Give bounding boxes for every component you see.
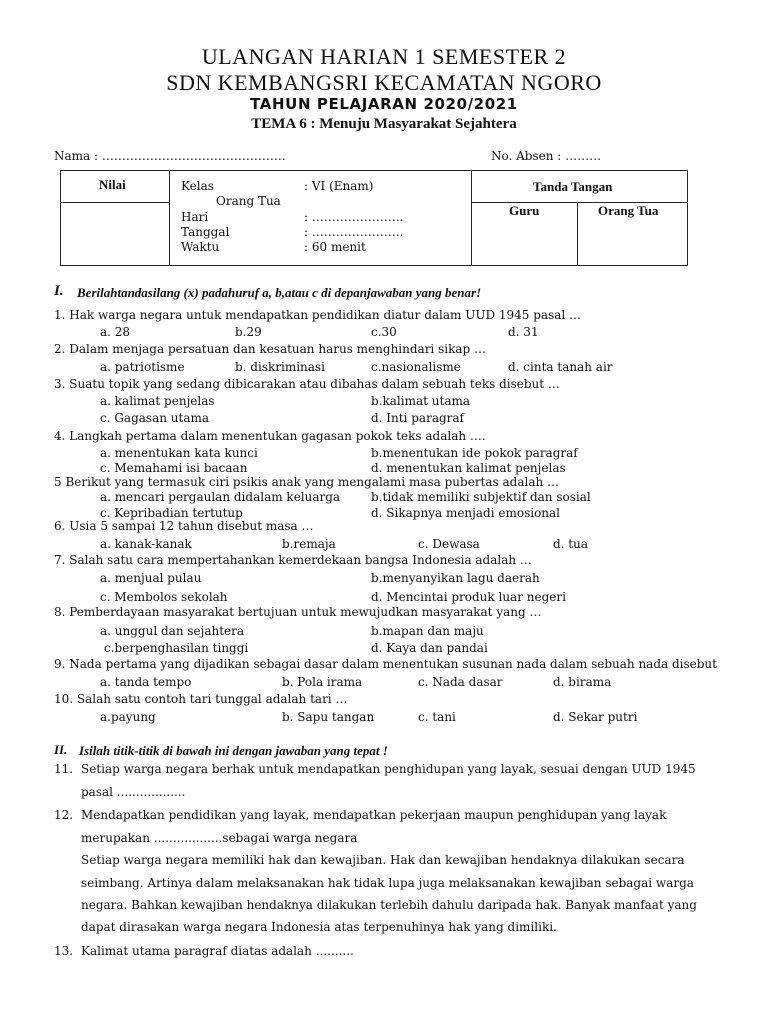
q12-text: Mendapatkan pendidikan yang layak, mendapatkan pekerjaan maupun penghidupan yang layak	[81, 808, 667, 822]
question-9-option-b[interactable]: b. Pola irama	[282, 675, 363, 689]
absen-field[interactable]: No. Absen : ………	[491, 149, 602, 163]
question-8-option-a[interactable]: a. unggul dan sejahtera	[100, 624, 245, 638]
hari-label: Hari	[181, 210, 209, 224]
question-3-option-b[interactable]: b.kalimat utama	[371, 394, 471, 408]
question-9-option-a[interactable]: a. tanda tempo	[100, 675, 192, 689]
tanggal-value[interactable]: : …………………..	[304, 225, 404, 239]
question-1-option-a[interactable]: a. 28	[100, 325, 131, 339]
section1-number: I.	[54, 283, 64, 299]
reading-paragraph-line: negara. Bahkan kewajiban hendaknya dilakukan terlebih dahulu daripada hak. Banyak manfaat yang	[81, 898, 697, 912]
q11-text: Setiap warga negara berhak untuk mendapatkan penghidupan yang layak, sesuai dengan UUD 1945	[81, 762, 696, 776]
question-5-option-d[interactable]: d. Sikapnya menjadi emosional	[371, 506, 561, 520]
question-1-option-c[interactable]: c.30	[371, 325, 397, 339]
nilai-header: Nilai	[99, 177, 126, 192]
question-10-option-c[interactable]: c. tani	[418, 710, 456, 724]
q13-number: 13.	[54, 944, 74, 958]
question-10-option-d[interactable]: d. Sekar putri	[553, 710, 638, 724]
question-2-text: 2. Dalam menjaga persatuan dan kesatuan harus menghindari sikap …	[54, 342, 486, 356]
section2-instruction: Isilah titik-titik di bawah ini dengan jawaban yang tepat !	[79, 743, 388, 758]
q12-number: 12.	[54, 808, 74, 822]
name-field[interactable]: Nama : ……………………………………….	[54, 149, 286, 163]
question-4-option-a[interactable]: a. menentukan kata kunci	[100, 446, 258, 460]
reading-paragraph-line: dapat dirasakan warga negara Indonesia atas terpenuhinya hak yang dimiliki.	[81, 920, 557, 934]
question-3-option-c[interactable]: c. Gagasan utama	[100, 411, 210, 425]
question-3-text: 3. Suatu topik yang sedang dibicarakan atau dibahas dalam sebuah teks disebut …	[54, 377, 560, 391]
question-8-option-b[interactable]: b.mapan dan maju	[371, 624, 484, 638]
question-4-text: 4. Langkah pertama dalam menentukan gagasan pokok teks adalah ….	[54, 429, 486, 443]
orang-tua-header: Orang Tua	[598, 203, 659, 218]
guru-header: Guru	[509, 203, 540, 218]
section2-number: II.	[54, 742, 68, 757]
question-5-option-a[interactable]: a. mencari pergaulan didalam keluarga	[100, 490, 341, 504]
question-2-option-b[interactable]: b. diskriminasi	[235, 360, 325, 374]
question-4-option-b[interactable]: b.menentukan ide pokok paragraf	[371, 446, 578, 460]
question-5-option-b[interactable]: b.tidak memiliki subjektif dan sosial	[371, 490, 591, 504]
question-9-text: 9. Nada pertama yang dijadikan sebagai dasar dalam menentukan susunan nada dalam sebuah nada disebut	[54, 657, 717, 671]
waktu-label: Waktu	[181, 240, 220, 254]
question-6-option-a[interactable]: a. kanak-kanak	[100, 537, 192, 551]
question-4-option-c[interactable]: c. Memahami isi bacaan	[100, 461, 248, 475]
question-8-text: 8. Pemberdayaan masyarakat bertujuan untuk mewujudkan masyarakat yang …	[54, 605, 542, 619]
question-3-option-a[interactable]: a. kalimat penjelas	[100, 394, 215, 408]
q11-blank[interactable]: pasal ..................	[81, 785, 186, 799]
page-title: ULANGAN HARIAN 1 SEMESTER 2	[201, 44, 567, 69]
question-1-text: 1. Hak warga negara untuk mendapatkan pendidikan diatur dalam UUD 1945 pasal …	[54, 308, 582, 322]
section1-instruction: Berilahtandasilang (x) padahuruf a, b,atau c di depanjawaban yang benar!	[77, 285, 482, 300]
question-5-option-c[interactable]: c. Kepribadian tertutup	[100, 506, 243, 520]
question-9-option-d[interactable]: d. birama	[553, 675, 612, 689]
question-7-option-b[interactable]: b.menyanyikan lagu daerah	[371, 571, 540, 585]
school-name: SDN KEMBANGSRI KECAMATAN NGORO	[166, 70, 602, 95]
info-table	[60, 170, 688, 266]
question-10-text: 10. Salah satu contoh tari tunggal adalah tari …	[54, 692, 348, 706]
theme-title: TEMA 6 : Menuju Masyarakat Sejahtera	[251, 116, 517, 132]
question-6-text: 6. Usia 5 sampai 12 tahun disebut masa …	[54, 519, 314, 533]
question-3-option-d[interactable]: d. Inti paragraf	[371, 411, 464, 425]
tanggal-label: Tanggal	[181, 225, 230, 239]
school-year: TAHUN PELAJARAN 2020/2021	[250, 95, 518, 113]
kelas-label: Kelas	[181, 179, 214, 193]
reading-paragraph-line: Setiap warga negara memiliki hak dan kewajiban. Hak dan kewajiban hendaknya dilakukan secara	[81, 853, 685, 867]
question-7-option-a[interactable]: a. menjual pulau	[100, 571, 202, 585]
question-7-option-d[interactable]: d. Mencintai produk luar negeri	[371, 590, 566, 604]
q11-number: 11.	[54, 762, 74, 776]
kelas-value: : VI (Enam)	[304, 179, 374, 193]
question-1-option-b[interactable]: b.29	[235, 325, 262, 339]
question-4-option-d[interactable]: d. menentukan kalimat penjelas	[371, 461, 566, 475]
question-2-option-a[interactable]: a. patriotisme	[100, 360, 185, 374]
reading-paragraph-line: seimbang. Artinya dalam melaksanakan hak tidak lupa juga melaksanakan kewajiban sebagai warga	[81, 876, 694, 890]
question-10-option-b[interactable]: b. Sapu tangan	[282, 710, 375, 724]
question-6-option-c[interactable]: c. Dewasa	[418, 537, 480, 551]
question-7-text: 7. Salah satu cara mempertahankan kemerdekaan bangsa Indonesia adalah …	[54, 553, 532, 567]
question-8-option-c[interactable]: c.berpenghasilan tinggi	[104, 641, 249, 655]
question-2-option-d[interactable]: d. cinta tanah air	[508, 360, 613, 374]
hari-value[interactable]: : …………………..	[304, 210, 404, 224]
question-6-option-b[interactable]: b.remaja	[282, 537, 336, 551]
question-6-option-d[interactable]: d. tua	[553, 537, 589, 551]
question-1-option-d[interactable]: d. 31	[508, 325, 539, 339]
question-8-option-d[interactable]: d. Kaya dan pandai	[371, 641, 488, 655]
question-2-option-c[interactable]: c.nasionalisme	[371, 360, 461, 374]
question-7-option-c[interactable]: c. Membolos sekolah	[100, 590, 228, 604]
orang-tua-label: Orang Tua	[216, 194, 281, 208]
question-5-text: 5 Berikut yang termasuk ciri psikis anak yang mengalami masa pubertas adalah …	[54, 475, 560, 489]
tanda-tangan-header: Tanda Tangan	[533, 179, 613, 194]
question-9-option-c[interactable]: c. Nada dasar	[418, 675, 503, 689]
waktu-value: : 60 menit	[304, 240, 366, 254]
q13-text[interactable]: Kalimat utama paragraf diatas adalah ..........	[81, 944, 354, 958]
q12-blank[interactable]: merupakan ..................sebagai warga negara	[81, 831, 358, 845]
question-10-option-a[interactable]: a.payung	[100, 710, 156, 724]
